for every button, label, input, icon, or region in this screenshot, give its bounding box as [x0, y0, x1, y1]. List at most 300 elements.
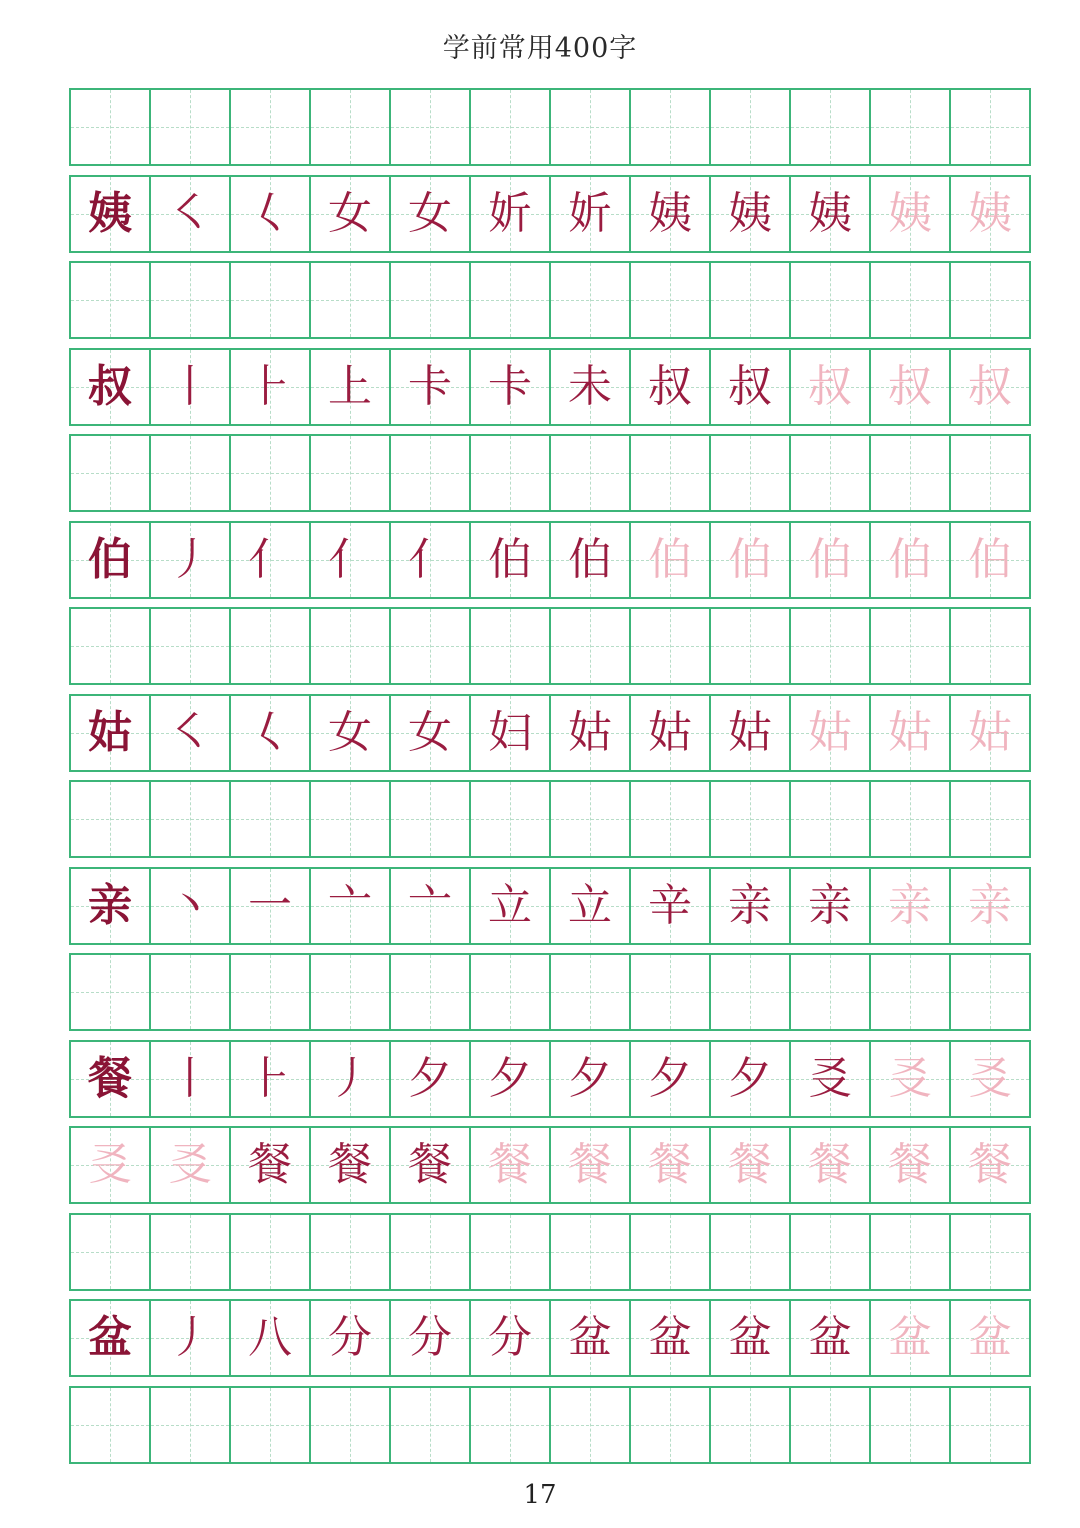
grid-cell [951, 1215, 1029, 1289]
model-character: 姑 [88, 706, 132, 758]
grid-cell [391, 177, 471, 251]
grid-cell [791, 1215, 871, 1289]
trace-character: 餐 [728, 1139, 772, 1190]
grid-cell [711, 696, 791, 770]
grid-cell [311, 1301, 391, 1375]
grid-cell [871, 955, 951, 1029]
stroke-order-step: 亻 [328, 533, 372, 585]
stroke-order-step: 亠 [408, 879, 452, 931]
grid-cell [551, 1215, 631, 1289]
grid-cell [151, 696, 231, 770]
grid-cell [551, 1301, 631, 1375]
grid-cell [391, 869, 471, 943]
trace-character: 餐 [488, 1139, 532, 1190]
grid-cell [71, 1215, 151, 1289]
grid-cell [71, 1128, 151, 1202]
stroke-order-step: 女 [328, 187, 372, 239]
grid-cell [631, 696, 711, 770]
stroke-order-step: 卡 [408, 360, 452, 412]
grid-cell [71, 609, 151, 683]
trace-character: 姨 [888, 187, 932, 239]
blank-practice-row [69, 953, 1031, 1031]
grid-cell [471, 523, 551, 597]
grid-cell [71, 436, 151, 510]
stroke-order-step: 餐 [408, 1139, 452, 1190]
character-row [69, 348, 1031, 426]
grid-cell [551, 1388, 631, 1462]
grid-cell [151, 609, 231, 683]
stroke-order-step: 上 [328, 360, 372, 412]
grid-cell [471, 609, 551, 683]
stroke-order-step: 夕 [408, 1052, 452, 1104]
blank-practice-row [69, 607, 1031, 685]
stroke-order-step: 夕 [648, 1052, 692, 1104]
grid-cell [871, 350, 951, 424]
grid-cell [631, 263, 711, 337]
grid-cell [471, 1042, 551, 1116]
stroke-order-step: 㕛 [808, 1052, 852, 1104]
grid-cell [311, 523, 391, 597]
stroke-order-step: ⺊ [248, 360, 292, 412]
trace-character: 餐 [968, 1139, 1012, 1190]
stroke-order-step: 丶 [168, 879, 212, 931]
grid-cell [551, 869, 631, 943]
grid-cell [791, 350, 871, 424]
stroke-order-step: 亲 [728, 879, 772, 931]
stroke-order-step: 姑 [728, 706, 772, 758]
stroke-order-step: 妡 [568, 187, 612, 239]
trace-character: 姑 [888, 706, 932, 758]
grid-cell [71, 523, 151, 597]
grid-cell [871, 609, 951, 683]
grid-cell [471, 90, 551, 164]
character-row [69, 521, 1031, 599]
grid-cell [631, 1042, 711, 1116]
character-row [69, 694, 1031, 772]
grid-cell [951, 1128, 1029, 1202]
grid-cell [631, 523, 711, 597]
stroke-order-step: 𡿨 [248, 706, 292, 758]
grid-cell [71, 350, 151, 424]
stroke-order-step: 盆 [728, 1312, 772, 1363]
grid-cell [391, 1042, 471, 1116]
grid-cell [391, 263, 471, 337]
stroke-order-step: 伯 [568, 533, 612, 585]
grid-cell [311, 263, 391, 337]
stroke-order-step: 夕 [488, 1052, 532, 1104]
grid-cell [151, 1042, 231, 1116]
stroke-order-step: ㇛ [168, 187, 212, 239]
grid-cell [951, 350, 1029, 424]
grid-cell [71, 1042, 151, 1116]
grid-cell [871, 90, 951, 164]
grid-cell [231, 436, 311, 510]
grid-cell [551, 609, 631, 683]
grid-cell [551, 696, 631, 770]
blank-practice-row [69, 780, 1031, 858]
grid-cell [471, 782, 551, 856]
trace-character: 㕛 [888, 1052, 932, 1104]
stroke-order-step: 女 [408, 706, 452, 758]
grid-cell [311, 177, 391, 251]
stroke-order-step: 姨 [808, 187, 852, 239]
stroke-order-step: 𡿨 [248, 187, 292, 239]
grid-cell [711, 523, 791, 597]
grid-cell [231, 1215, 311, 1289]
grid-cell [711, 1388, 791, 1462]
grid-cell [471, 696, 551, 770]
grid-cell [711, 1042, 791, 1116]
grid-cell [231, 782, 311, 856]
grid-cell [391, 90, 471, 164]
grid-cell [791, 1301, 871, 1375]
trace-character: 伯 [888, 533, 932, 585]
grid-cell [951, 177, 1029, 251]
model-character: 亲 [88, 879, 132, 931]
grid-cell [71, 177, 151, 251]
stroke-order-step: 姑 [648, 706, 692, 758]
grid-cell [711, 350, 791, 424]
character-row [69, 1126, 1031, 1204]
grid-cell [791, 1128, 871, 1202]
model-character: 盆 [88, 1312, 132, 1363]
stroke-order-step: 餐 [248, 1139, 292, 1190]
grid-cell [71, 782, 151, 856]
grid-cell [311, 1388, 391, 1462]
grid-cell [551, 1042, 631, 1116]
grid-cell [151, 1128, 231, 1202]
grid-cell [311, 1128, 391, 1202]
stroke-order-step: 丨 [168, 360, 212, 412]
stroke-order-step: 立 [488, 879, 532, 931]
grid-cell [951, 263, 1029, 337]
grid-cell [231, 263, 311, 337]
stroke-order-step: 八 [248, 1312, 292, 1363]
stroke-order-step: 夕 [568, 1052, 612, 1104]
grid-cell [311, 1215, 391, 1289]
character-row [69, 867, 1031, 945]
stroke-order-step: 盆 [808, 1312, 852, 1363]
trace-character: 盆 [888, 1312, 932, 1363]
trace-character: 姑 [968, 706, 1012, 758]
stroke-order-step: 亲 [808, 879, 852, 931]
trace-character: 亲 [968, 879, 1012, 931]
stroke-order-step: 分 [408, 1312, 452, 1363]
grid-cell [391, 350, 471, 424]
grid-cell [391, 782, 471, 856]
grid-cell [871, 869, 951, 943]
grid-cell [551, 523, 631, 597]
blank-practice-row [69, 88, 1031, 166]
grid-cell [791, 177, 871, 251]
grid-cell [631, 1301, 711, 1375]
grid-cell [791, 696, 871, 770]
grid-cell [231, 1128, 311, 1202]
grid-cell [791, 436, 871, 510]
trace-character: 伯 [648, 533, 692, 585]
grid-cell [871, 1215, 951, 1289]
trace-character: 㕛 [88, 1139, 132, 1190]
grid-cell [151, 523, 231, 597]
grid-cell [711, 177, 791, 251]
grid-cell [631, 955, 711, 1029]
stroke-order-step: 丿 [168, 533, 212, 585]
stroke-order-step: 亻 [248, 533, 292, 585]
grid-cell [471, 1215, 551, 1289]
grid-cell [231, 523, 311, 597]
grid-cell [391, 955, 471, 1029]
blank-practice-row [69, 261, 1031, 339]
grid-cell [71, 263, 151, 337]
stroke-order-step: 妇 [488, 706, 532, 758]
grid-cell [551, 436, 631, 510]
stroke-order-step: 姨 [728, 187, 772, 239]
grid-cell [871, 263, 951, 337]
stroke-order-step: 姨 [648, 187, 692, 239]
grid-cell [631, 609, 711, 683]
grid-cell [151, 869, 231, 943]
grid-cell [711, 90, 791, 164]
grid-cell [471, 1128, 551, 1202]
model-character: 姨 [88, 187, 132, 239]
model-character: 叔 [88, 360, 132, 412]
grid-cell [311, 955, 391, 1029]
stroke-order-step: 夕 [728, 1052, 772, 1104]
stroke-order-step: 叔 [648, 360, 692, 412]
grid-cell [391, 609, 471, 683]
grid-cell [711, 1128, 791, 1202]
stroke-order-step: ㇛ [168, 706, 212, 758]
grid-cell [951, 436, 1029, 510]
trace-character: 餐 [648, 1139, 692, 1190]
grid-cell [231, 177, 311, 251]
grid-cell [471, 955, 551, 1029]
blank-practice-row [69, 434, 1031, 512]
grid-cell [231, 696, 311, 770]
grid-cell [951, 696, 1029, 770]
character-row [69, 175, 1031, 253]
trace-character: 餐 [568, 1139, 612, 1190]
grid-cell [871, 1301, 951, 1375]
stroke-order-step: ⺊ [248, 1052, 292, 1104]
stroke-order-step: 卡 [488, 360, 532, 412]
grid-cell [471, 436, 551, 510]
grid-cell [711, 263, 791, 337]
grid-cell [231, 955, 311, 1029]
stroke-order-step: 一 [248, 879, 292, 931]
grid-cell [71, 955, 151, 1029]
grid-cell [951, 523, 1029, 597]
trace-character: 亲 [888, 879, 932, 931]
stroke-order-step: 女 [408, 187, 452, 239]
grid-cell [631, 1388, 711, 1462]
grid-cell [391, 1128, 471, 1202]
stroke-order-step: 女 [328, 706, 372, 758]
grid-cell [151, 436, 231, 510]
grid-cell [791, 263, 871, 337]
grid-cell [311, 609, 391, 683]
blank-practice-row [69, 1213, 1031, 1291]
grid-cell [151, 1388, 231, 1462]
grid-cell [951, 609, 1029, 683]
grid-cell [951, 782, 1029, 856]
grid-cell [471, 177, 551, 251]
stroke-order-step: 姑 [568, 706, 612, 758]
grid-cell [151, 955, 231, 1029]
page-number: 17 [523, 1480, 557, 1510]
grid-cell [711, 609, 791, 683]
grid-cell [551, 177, 631, 251]
grid-cell [871, 696, 951, 770]
grid-cell [871, 1388, 951, 1462]
grid-cell [151, 177, 231, 251]
model-character: 伯 [88, 533, 132, 585]
grid-cell [631, 436, 711, 510]
grid-cell [71, 1301, 151, 1375]
stroke-order-step: 未 [568, 360, 612, 412]
grid-cell [551, 955, 631, 1029]
grid-cell [631, 1128, 711, 1202]
grid-cell [871, 1128, 951, 1202]
grid-cell [791, 609, 871, 683]
grid-cell [311, 90, 391, 164]
grid-cell [871, 523, 951, 597]
grid-cell [711, 869, 791, 943]
grid-cell [231, 1301, 311, 1375]
grid-cell [631, 177, 711, 251]
trace-character: 姨 [968, 187, 1012, 239]
stroke-order-step: 盆 [648, 1312, 692, 1363]
trace-character: 叔 [808, 360, 852, 412]
grid-cell [791, 869, 871, 943]
grid-cell [311, 782, 391, 856]
grid-cell [711, 955, 791, 1029]
grid-cell [151, 782, 231, 856]
stroke-order-step: 妡 [488, 187, 532, 239]
grid-cell [951, 955, 1029, 1029]
stroke-order-step: 盆 [568, 1312, 612, 1363]
grid-cell [151, 90, 231, 164]
grid-cell [151, 1301, 231, 1375]
stroke-order-step: 辛 [648, 879, 692, 931]
grid-cell [871, 436, 951, 510]
grid-cell [951, 869, 1029, 943]
grid-cell [551, 350, 631, 424]
trace-character: 叔 [888, 360, 932, 412]
grid-cell [711, 782, 791, 856]
grid-cell [391, 1301, 471, 1375]
grid-cell [151, 1215, 231, 1289]
grid-cell [391, 1215, 471, 1289]
trace-character: 盆 [968, 1312, 1012, 1363]
trace-character: 姑 [808, 706, 852, 758]
stroke-order-step: 丿 [168, 1312, 212, 1363]
grid-cell [391, 523, 471, 597]
grid-cell [631, 90, 711, 164]
grid-cell [471, 263, 551, 337]
grid-cell [391, 436, 471, 510]
character-row [69, 1040, 1031, 1118]
grid-cell [631, 350, 711, 424]
grid-cell [71, 869, 151, 943]
grid-cell [711, 1301, 791, 1375]
stroke-order-step: 伯 [488, 533, 532, 585]
stroke-order-step: 分 [488, 1312, 532, 1363]
grid-cell [311, 1042, 391, 1116]
grid-cell [871, 1042, 951, 1116]
grid-cell [311, 350, 391, 424]
grid-cell [151, 350, 231, 424]
grid-cell [631, 782, 711, 856]
grid-cell [951, 1388, 1029, 1462]
grid-cell [951, 90, 1029, 164]
trace-character: 叔 [968, 360, 1012, 412]
grid-cell [71, 1388, 151, 1462]
grid-cell [711, 436, 791, 510]
stroke-order-step: 分 [328, 1312, 372, 1363]
blank-practice-row [69, 1386, 1031, 1464]
grid-cell [791, 1388, 871, 1462]
grid-cell [231, 609, 311, 683]
grid-cell [311, 869, 391, 943]
grid-cell [71, 696, 151, 770]
grid-cell [151, 263, 231, 337]
grid-cell [551, 263, 631, 337]
grid-cell [391, 1388, 471, 1462]
stroke-order-step: 亠 [328, 879, 372, 931]
trace-character: 餐 [808, 1139, 852, 1190]
grid-cell [631, 869, 711, 943]
character-row [69, 1299, 1031, 1377]
grid-cell [311, 696, 391, 770]
grid-cell [631, 1215, 711, 1289]
grid-cell [551, 1128, 631, 1202]
stroke-order-step: 丨 [168, 1052, 212, 1104]
grid-cell [391, 696, 471, 770]
grid-cell [311, 436, 391, 510]
grid-cell [951, 1042, 1029, 1116]
grid-cell [791, 523, 871, 597]
grid-cell [791, 782, 871, 856]
grid-cell [471, 1388, 551, 1462]
grid-cell [791, 955, 871, 1029]
grid-cell [951, 1301, 1029, 1375]
grid-cell [551, 782, 631, 856]
trace-character: 伯 [808, 533, 852, 585]
grid-cell [471, 1301, 551, 1375]
trace-character: 伯 [728, 533, 772, 585]
grid-cell [471, 869, 551, 943]
grid-cell [791, 1042, 871, 1116]
trace-character: 㕛 [968, 1052, 1012, 1104]
model-character: 餐 [88, 1052, 132, 1104]
stroke-order-step: 丿 [328, 1052, 372, 1104]
grid-cell [231, 869, 311, 943]
stroke-order-step: 餐 [328, 1139, 372, 1190]
stroke-order-step: 叔 [728, 360, 772, 412]
trace-character: 伯 [968, 533, 1012, 585]
grid-cell [231, 1042, 311, 1116]
grid-cell [871, 177, 951, 251]
grid-cell [231, 350, 311, 424]
trace-character: 㕛 [168, 1139, 212, 1190]
grid-cell [551, 90, 631, 164]
stroke-order-step: 立 [568, 879, 612, 931]
grid-cell [471, 350, 551, 424]
grid-cell [791, 90, 871, 164]
grid-cell [231, 1388, 311, 1462]
grid-cell [231, 90, 311, 164]
